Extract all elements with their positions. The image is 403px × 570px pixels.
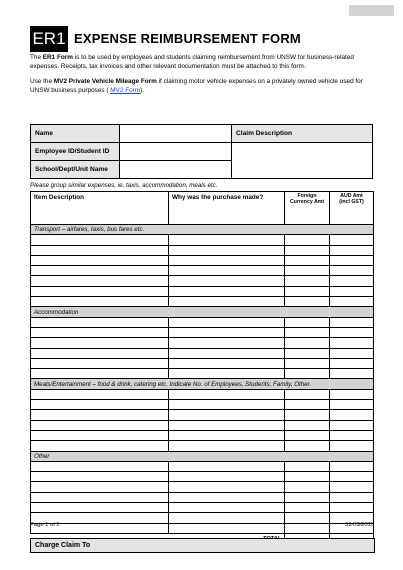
section-accommodation: Accommodation: [31, 307, 374, 317]
employee-id-field[interactable]: [120, 143, 232, 161]
col-foreign-currency: [285, 192, 330, 225]
why-cell[interactable]: [169, 338, 285, 348]
er1-form-name: ER1 Form: [42, 54, 73, 61]
item-cell[interactable]: [31, 358, 169, 368]
why-cell[interactable]: [169, 276, 285, 286]
expense-row: [31, 338, 374, 348]
expense-row: [31, 276, 374, 286]
aud-amount-cell[interactable]: [330, 266, 374, 276]
aud-amount-cell[interactable]: [330, 358, 374, 368]
charge-claim-to-field[interactable]: Charge Claim To: [30, 538, 375, 553]
why-cell[interactable]: [169, 317, 285, 327]
aud-amount-cell[interactable]: [330, 317, 374, 327]
meals-rows: [31, 389, 374, 451]
aud-amount-cell[interactable]: [330, 286, 374, 296]
why-cell[interactable]: [169, 286, 285, 296]
foreign-amount-cell[interactable]: [285, 410, 330, 420]
aud-amount-cell[interactable]: [330, 348, 374, 358]
expense-row: [31, 369, 374, 379]
expense-table: [30, 191, 374, 545]
why-cell[interactable]: [169, 503, 285, 513]
foreign-amount-cell[interactable]: [285, 245, 330, 255]
form-code-badge: ER1: [30, 26, 68, 52]
why-cell[interactable]: [169, 482, 285, 492]
expense-row: [31, 472, 374, 482]
item-cell[interactable]: [31, 503, 169, 513]
form-title: EXPENSE REIMBURSEMENT FORM: [74, 31, 301, 46]
aud-amount-cell[interactable]: [330, 472, 374, 482]
aud-amount-cell[interactable]: [330, 420, 374, 430]
item-cell[interactable]: [31, 317, 169, 327]
expense-row: [31, 482, 374, 492]
expense-row: [31, 327, 374, 337]
claimant-info-table: [30, 124, 373, 179]
school-dept-label: School/Dept/Unit Name: [31, 161, 120, 179]
corner-grey-box: [349, 5, 394, 16]
why-cell[interactable]: [169, 358, 285, 368]
aud-amount-cell[interactable]: [330, 369, 374, 379]
expense-row: [31, 389, 374, 399]
item-cell[interactable]: [31, 369, 169, 379]
item-cell[interactable]: [31, 235, 169, 245]
expense-row: [31, 513, 374, 523]
aud-amount-cell[interactable]: [330, 327, 374, 337]
why-cell[interactable]: [169, 430, 285, 440]
claim-description-field[interactable]: [232, 143, 373, 179]
expense-row: [31, 245, 374, 255]
section-transport: Transport – airfares, taxis, bus fares etc.: [31, 225, 374, 235]
expense-row: [31, 420, 374, 430]
name-field[interactable]: [120, 125, 232, 143]
foreign-amount-cell[interactable]: [285, 358, 330, 368]
foreign-amount-cell[interactable]: [285, 400, 330, 410]
expense-row: [31, 410, 374, 420]
col-why-purchase: Why was the purchase made?: [169, 192, 285, 225]
item-cell[interactable]: [31, 492, 169, 502]
expense-row: [31, 461, 374, 471]
aud-amount-cell[interactable]: [330, 400, 374, 410]
item-cell[interactable]: [31, 420, 169, 430]
employee-id-label: Employee ID/Student ID: [31, 143, 120, 161]
expense-row: [31, 266, 374, 276]
foreign-amount-cell[interactable]: [285, 297, 330, 307]
item-cell[interactable]: [31, 255, 169, 265]
expense-row: [31, 255, 374, 265]
col-foreign-line-1: Foreign: [297, 193, 317, 199]
item-cell[interactable]: [31, 430, 169, 440]
expense-row: [31, 523, 374, 533]
why-cell[interactable]: [169, 420, 285, 430]
intro-text: ).: [140, 87, 145, 94]
why-cell[interactable]: [169, 400, 285, 410]
expense-row: [31, 235, 374, 245]
school-dept-field[interactable]: [120, 161, 232, 179]
expense-row: [31, 492, 374, 502]
foreign-amount-cell[interactable]: [285, 276, 330, 286]
item-cell[interactable]: [31, 338, 169, 348]
other-rows: [31, 461, 374, 533]
aud-amount-cell[interactable]: [330, 255, 374, 265]
aud-amount-cell[interactable]: [330, 297, 374, 307]
foreign-amount-cell[interactable]: [285, 420, 330, 430]
foreign-amount-cell[interactable]: [285, 266, 330, 276]
name-label: Name: [31, 125, 120, 143]
expense-row: [31, 400, 374, 410]
item-cell[interactable]: [31, 389, 169, 399]
form-date: 31/03/2015: [345, 522, 375, 528]
aud-amount-cell[interactable]: [330, 482, 374, 492]
foreign-amount-cell[interactable]: [285, 513, 330, 523]
expense-row: [31, 503, 374, 513]
expense-row: [31, 348, 374, 358]
why-cell[interactable]: [169, 410, 285, 420]
foreign-amount-cell[interactable]: [285, 441, 330, 451]
foreign-amount-cell[interactable]: [285, 461, 330, 471]
section-meals: Meals/Entertainment – food & drink, catering etc. Indicate No. of Employees, Students, Family, Other.: [31, 379, 374, 389]
aud-amount-cell[interactable]: [330, 245, 374, 255]
aud-amount-cell[interactable]: [330, 235, 374, 245]
aud-amount-cell[interactable]: [330, 389, 374, 399]
intro-text: Use the: [30, 78, 54, 85]
foreign-amount-cell[interactable]: [285, 523, 330, 533]
foreign-amount-cell[interactable]: [285, 472, 330, 482]
item-cell[interactable]: [31, 348, 169, 358]
aud-amount-cell[interactable]: [330, 276, 374, 286]
col-aud-line-1: AUD Amt: [340, 193, 363, 199]
why-cell[interactable]: [169, 369, 285, 379]
intro-paragraph-2: [30, 77, 375, 95]
foreign-amount-cell[interactable]: [285, 286, 330, 296]
item-cell[interactable]: [31, 297, 169, 307]
why-cell[interactable]: [169, 266, 285, 276]
foreign-amount-cell[interactable]: [285, 503, 330, 513]
why-cell[interactable]: [169, 461, 285, 471]
why-cell[interactable]: [169, 348, 285, 358]
item-cell[interactable]: [31, 400, 169, 410]
foreign-amount-cell[interactable]: [285, 348, 330, 358]
claim-description-label: Claim Description: [232, 125, 373, 143]
expense-row: [31, 317, 374, 327]
why-cell[interactable]: [169, 297, 285, 307]
item-cell[interactable]: [31, 266, 169, 276]
why-cell[interactable]: [169, 513, 285, 523]
intro-paragraph-1: [30, 53, 375, 71]
why-cell[interactable]: [169, 523, 285, 533]
section-other: Other: [31, 451, 374, 461]
foreign-amount-cell[interactable]: [285, 389, 330, 399]
why-cell[interactable]: [169, 327, 285, 337]
expense-row: [31, 286, 374, 296]
accommodation-rows: [31, 317, 374, 379]
col-foreign-line-2: Currency Amt: [289, 199, 325, 205]
expense-row: [31, 430, 374, 440]
foreign-amount-cell[interactable]: [285, 255, 330, 265]
mv2-form-link[interactable]: MV2 Form: [110, 87, 141, 94]
why-cell[interactable]: [169, 389, 285, 399]
item-cell[interactable]: [31, 245, 169, 255]
foreign-amount-cell[interactable]: [285, 327, 330, 337]
aud-amount-cell[interactable]: [330, 461, 374, 471]
item-cell[interactable]: [31, 461, 169, 471]
item-cell[interactable]: [31, 441, 169, 451]
intro-text: if claiming motor vehicle expenses on a privately owned vehicle used for UNSW business purposes (: [30, 78, 363, 94]
foreign-amount-cell[interactable]: [285, 369, 330, 379]
aud-amount-cell[interactable]: [330, 430, 374, 440]
expense-row: [31, 358, 374, 368]
item-cell[interactable]: [31, 286, 169, 296]
expense-row: [31, 297, 374, 307]
transport-rows: [31, 235, 374, 307]
col-aud-line-2: (incl GST): [339, 199, 364, 205]
aud-amount-cell[interactable]: [330, 503, 374, 513]
item-cell[interactable]: [31, 276, 169, 286]
why-cell[interactable]: [169, 472, 285, 482]
item-cell[interactable]: [31, 327, 169, 337]
why-cell[interactable]: [169, 441, 285, 451]
item-cell[interactable]: [31, 482, 169, 492]
aud-amount-cell[interactable]: [330, 492, 374, 502]
foreign-amount-cell[interactable]: [285, 235, 330, 245]
expense-row: [31, 441, 374, 451]
why-cell[interactable]: [169, 235, 285, 245]
aud-amount-cell[interactable]: [330, 441, 374, 451]
foreign-amount-cell[interactable]: [285, 338, 330, 348]
grouping-note: Please group similar expenses, ie, taxis, accommodation, meals etc.: [30, 182, 218, 189]
mv2-form-name: MV2 Private Vehicle Mileage Form: [53, 78, 157, 85]
why-cell[interactable]: [169, 492, 285, 502]
why-cell[interactable]: [169, 255, 285, 265]
intro-text: The: [30, 54, 43, 61]
why-cell[interactable]: [169, 245, 285, 255]
item-cell[interactable]: [31, 472, 169, 482]
aud-amount-cell[interactable]: [330, 338, 374, 348]
col-aud-amount: [330, 192, 374, 225]
foreign-amount-cell[interactable]: [285, 430, 330, 440]
item-cell[interactable]: [31, 410, 169, 420]
intro-text: is to be used by employees and students claiming reimbursement from UNSW for business-related expenses. Receipts, tax invoices and other relevant documentation must be attached to this form.: [30, 54, 354, 70]
page-number: Page 1 of 2: [30, 522, 60, 528]
aud-amount-cell[interactable]: [330, 410, 374, 420]
col-item-description: Item Description: [31, 192, 169, 225]
foreign-amount-cell[interactable]: [285, 482, 330, 492]
foreign-amount-cell[interactable]: [285, 492, 330, 502]
foreign-amount-cell[interactable]: [285, 317, 330, 327]
